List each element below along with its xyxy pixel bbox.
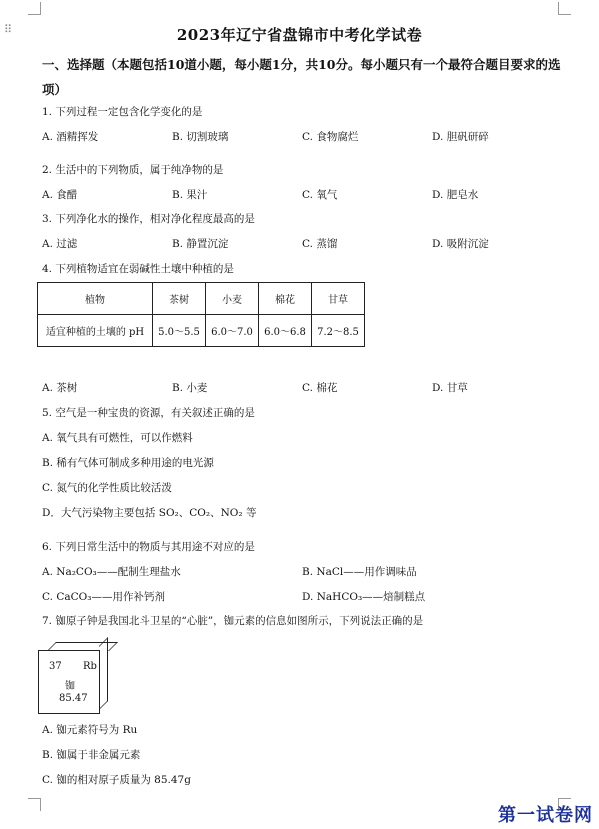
option-b: B. 果汁 xyxy=(172,189,208,201)
option-c: C. 氧气 xyxy=(302,189,338,201)
element-symbol: Rb xyxy=(83,661,97,672)
option-b: B. 铷属于非金属元素 xyxy=(42,749,141,761)
option-b: B. 稀有气体可制成多种用途的电光源 xyxy=(42,457,214,469)
table-cell: 6.0～7.0 xyxy=(206,315,259,347)
section-heading: 一、选择题（本题包括10道小题，每小题1分，共10分。每小题只有一个最符合题目要求的选项） xyxy=(42,57,561,97)
table-cell: 6.0～6.8 xyxy=(259,315,312,347)
element-name: 铷 xyxy=(65,681,75,692)
option-b: B. 静置沉淀 xyxy=(172,238,229,250)
table-header-cell: 植物 xyxy=(38,283,153,315)
option-c: C. CaCO₃——用作补钙剂 xyxy=(42,591,165,603)
crop-mark-top-right xyxy=(558,2,571,15)
option-a: A. 茶树 xyxy=(42,382,78,394)
table-cell: 7.2～8.5 xyxy=(312,315,365,347)
table-header-cell: 棉花 xyxy=(259,283,312,315)
option-d: D. 甘草 xyxy=(432,382,468,394)
option-d: D．大气污染物主要包括 SO₂、CO₂、NO₂ 等 xyxy=(42,507,257,519)
option-d: D. 吸附沉淀 xyxy=(432,238,489,250)
question-stem: 7. 铷原子钟是我国北斗卫星的“心脏”，铷元素的信息如图所示，下列说法正确的是 xyxy=(42,615,424,627)
soil-ph-table xyxy=(37,282,365,347)
element-card-rubidium xyxy=(38,650,100,714)
question-stem: 6. 下列日常生活中的物质与其用途不对应的是 xyxy=(42,541,255,553)
table-cell: 5.0～5.5 xyxy=(153,315,206,347)
option-c: C. 铷的相对原子质量为 85.47g xyxy=(42,774,191,786)
table-header-cell: 茶树 xyxy=(153,283,206,315)
option-a: A. 过滤 xyxy=(42,238,78,250)
drag-handle-icon[interactable]: ⠿ xyxy=(4,23,14,36)
table-header-cell: 甘草 xyxy=(312,283,365,315)
option-d: D. NaHCO₃——焙制糕点 xyxy=(302,591,426,603)
question-stem: 4. 下列植物适宜在弱碱性土壤中种植的是 xyxy=(42,263,234,275)
table-header-cell: 小麦 xyxy=(206,283,259,315)
table-row xyxy=(38,315,365,347)
option-b: B. 切割玻璃 xyxy=(172,131,229,143)
option-c: C. 蒸馏 xyxy=(302,238,338,250)
option-b: B. 小麦 xyxy=(172,382,208,394)
question-stem: 5. 空气是一种宝贵的资源，有关叙述正确的是 xyxy=(42,407,255,419)
option-a: A. 食醋 xyxy=(42,189,78,201)
option-c: C. 食物腐烂 xyxy=(302,131,359,143)
table-row xyxy=(38,283,365,315)
table-row-label: 适宜种植的土壤的 pH xyxy=(38,315,153,347)
option-c: C. 棉花 xyxy=(302,382,338,394)
crop-mark-bottom-left xyxy=(28,798,41,811)
watermark-logo: 第一试卷网 xyxy=(498,805,593,826)
element-card-depth-side xyxy=(99,637,108,710)
option-c: C. 氮气的化学性质比较活泼 xyxy=(42,482,172,494)
option-a: A. 酒精挥发 xyxy=(42,131,99,143)
crop-mark-top-left xyxy=(28,2,41,15)
option-a: A. 铷元素符号为 Ru xyxy=(42,724,138,736)
page-title: 2023年辽宁省盘锦市中考化学试卷 xyxy=(176,26,423,44)
question-stem: 3. 下列净化水的操作，相对净化程度最高的是 xyxy=(42,213,255,225)
question-stem: 1. 下列过程一定包含化学变化的是 xyxy=(42,106,203,118)
atomic-number: 37 xyxy=(49,661,62,672)
atomic-mass: 85.47 xyxy=(59,693,88,704)
question-stem: 2. 生活中的下列物质，属于纯净物的是 xyxy=(42,164,224,176)
option-a: A. Na₂CO₃——配制生理盐水 xyxy=(42,566,181,578)
option-d: D. 胆矾研碎 xyxy=(432,131,489,143)
option-d: D. 肥皂水 xyxy=(432,189,479,201)
option-a: A. 氧气具有可燃性，可以作燃料 xyxy=(42,432,193,444)
option-b: B. NaCl——用作调味品 xyxy=(302,566,417,578)
